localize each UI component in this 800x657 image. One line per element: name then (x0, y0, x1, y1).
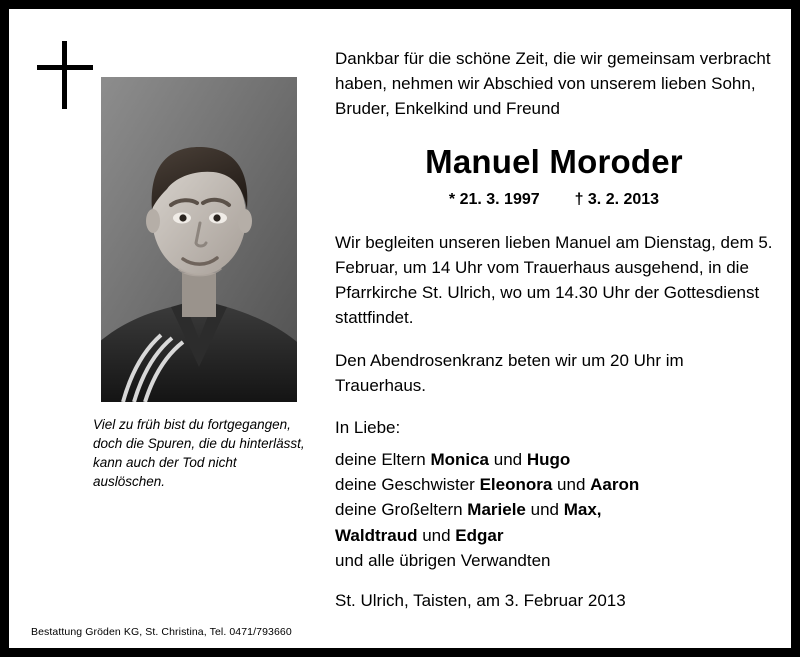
portrait-illustration (101, 77, 297, 402)
in-love-label: In Liebe: (335, 418, 401, 438)
funeral-details-paragraph: Wir begleiten unseren lieben Manuel am Dienstag, dem 5. Februar, um 14 Uhr vom Trauerhaus ausgehend, in die Pfarrkirche St. Ulrich, wo um 14.30 Uhr der Gottesdienst stattfindet. (335, 233, 773, 327)
cross-vertical-bar (62, 41, 67, 109)
cross-icon (37, 41, 93, 109)
rosary-paragraph: Den Abendrosenkranz beten wir um 20 Uhr im Trauerhaus. (335, 350, 684, 395)
family-line (335, 472, 773, 497)
family-line (335, 497, 773, 522)
intro-text: Dankbar für die schöne Zeit, die wir gemeinsam verbracht haben, nehmen wir Abschied von unserem lieben Sohn, Bruder, Enkelkind und Freund (335, 49, 771, 118)
family-line-text-0: deine Eltern Monica und Hugo (335, 450, 571, 470)
death-date: † 3. 2. 2013 (574, 191, 660, 209)
family-line-text-4: und alle übrigen Verwandten (335, 550, 551, 570)
family-line (335, 523, 773, 548)
deceased-name: Manuel Moroder (425, 143, 683, 181)
funeral-home-imprint: Bestattung Gröden KG, St. Christina, Tel. 0471/793660 (31, 626, 292, 638)
family-line-text-2: deine Großeltern Mariele und Max, (335, 500, 602, 520)
place-and-date: St. Ulrich, Taisten, am 3. Februar 2013 (335, 590, 626, 610)
life-dates (335, 191, 773, 209)
right-column (317, 23, 773, 640)
family-line (335, 447, 773, 472)
epitaph-text: Viel zu früh bist du fortgegangen, doch die Spuren, die du hinterlässt, kann auch der Tod nicht auslöschen. (93, 417, 305, 490)
family-line-text-3: Waldtraud und Edgar (335, 525, 504, 545)
family-line (335, 548, 773, 573)
cross-horizontal-bar (37, 65, 93, 70)
portrait-photo (101, 77, 297, 402)
family-list (335, 447, 773, 573)
left-column (27, 23, 317, 640)
family-line-text-1: deine Geschwister Eleonora und Aaron (335, 475, 640, 495)
birth-date: * 21. 3. 1997 (448, 191, 540, 209)
notice-inner (9, 9, 791, 648)
